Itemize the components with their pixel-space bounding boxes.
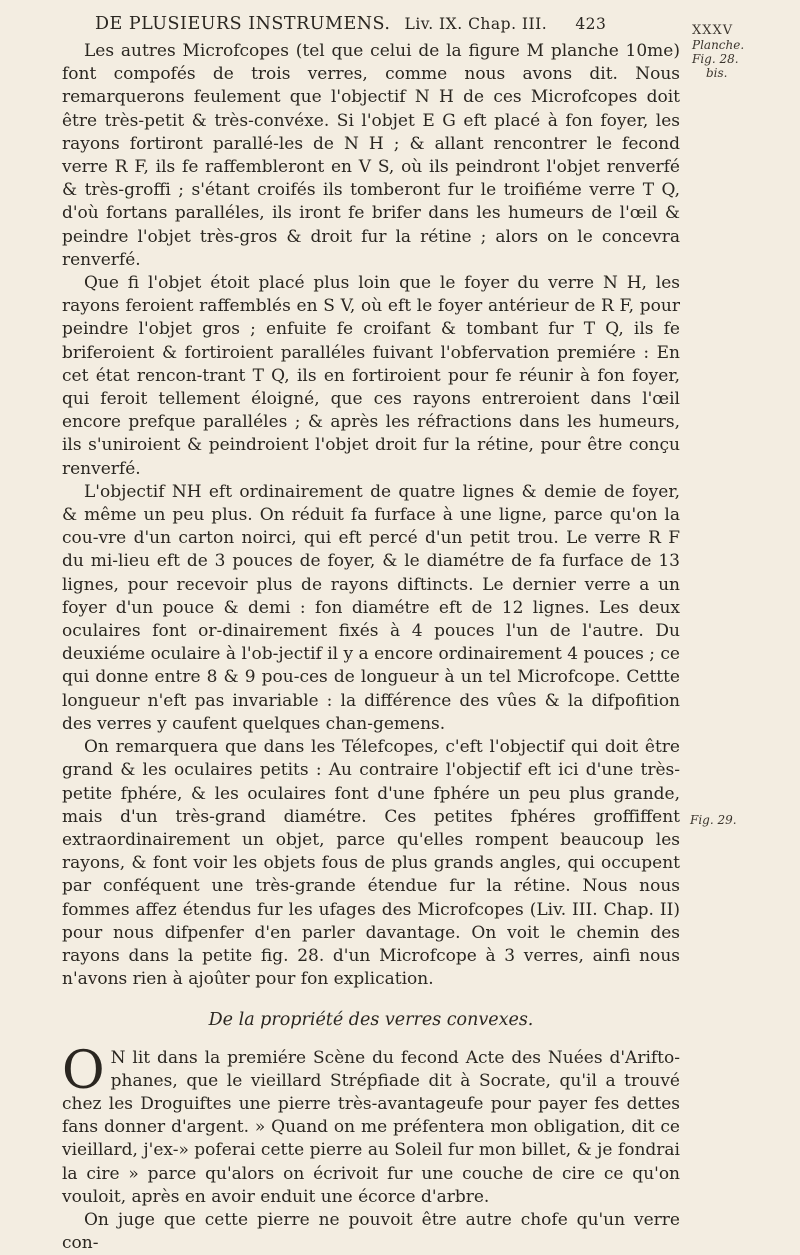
paragraph-1: Les autres Microfcopes (tel que celui de la figure M planche 10me) font compofés de trois verres, comme nous avons dit. Nous remarquerons feulement que l'objectif N H de ces Microfcopes doit être très-petit & très-convéxe. Si l'objet E G eft placé à fon foyer, les rayons fortiront parallé-les de N H ; & allant rencontrer le fecond verre R F, ils fe raffembleront en V S, où ils peindront l'objet renverfé & très-groffi ; s'étant croifés ils tomberont fur le troifiéme verre T Q, d'où fortans paralléles, ils iront fe brifer dans les humeurs de l'œil & peindre l'objet très-gros & droit fur la rétine ; alors on le concevra renverfé.	[62, 41, 680, 270]
paragraph-5	[62, 1040, 680, 1209]
fig-28-label: Fig. 28.	[692, 52, 739, 66]
plate-label: Planche.	[692, 38, 745, 52]
header-location: Liv. IX. Chap. III.	[404, 15, 548, 33]
paragraph-5-text: N lit dans la premiére Scène du fecond Acte des Nuées d'Arifto-phanes, que le vieillard Strépfiade dit à Socrate, qu'il a trouvé chez les Droguiftes une pierre très-avantageufe pour payer fes dettes fans donner d'argent. » Quand on me préfentera mon obligation, dit ce vieillard, j'ex-» poferai cette pierre au Soleil fur mon billet, & je fondrai la cire » parce qu'alors on écrivoit fur une couche de cire ce qu'on vouloit, après en avoir enduit une écorce d'arbre.	[62, 1047, 680, 1207]
section-heading: De la propriété des verres convexes.	[208, 1010, 534, 1031]
paragraph-6: On juge que cette pierre ne pouvoit être autre chofe qu'un verre con-	[62, 1209, 680, 1254]
margin-note-fig-29	[690, 813, 780, 827]
paragraph-4: On remarquera que dans les Télefcopes, c'eft l'objectif qui doit être grand & les oculaires petits : Au contraire l'objectif eft ici d'une très-petite fphére, & les oculaires font d'une fphére un peu plus grande, mais d'un très-grand diamétre. Ces petites fphéres groffiffent extraordinairement un objet, parce qu'elles rompent beaucoup les rayons, & font voir les objets fous de plus grands angles, qui occupent par conféquent une très-grande étendue fur la rétine. Nous nous fommes affez étendus fur les ufages des Microfcopes (Liv. III. Chap. II) pour nous difpenfer d'en parler davantage. On voit le chemin des rayons dans la petite fig. 28. d'un Microfcope à 3 verres, ainfi nous n'avons rien à ajoûter pour fon explication.	[62, 737, 680, 990]
drop-cap: O	[62, 1040, 105, 1101]
fig-29-label: Fig. 29.	[690, 813, 737, 827]
header-title: DE PLUSIEURS INSTRUMENS.	[95, 14, 391, 34]
paragraph-2: Que fi l'objet étoit placé plus loin que le foyer du verre N H, les rayons feroient raffemblés en S V, où eft le foyer antérieur de R F, pour peindre l'objet gros ; enfuite fe croifant & tombant fur T Q, ils fe briferoient & fortiroient paralléles fuivant l'obfervation premiére : En cet état rencon-trant T Q, ils en fortiroient pour fe réunir à fon foyer, qui feroit tellement éloigné, que ces rayons entreroient dans l'œil encore prefque paralléles ; & après les réfractions dans les humeurs, ils s'uniroient & peindroient l'objet droit fur la rétine, pour être conçu renverfé.	[62, 273, 680, 479]
page-number: 423	[575, 15, 607, 33]
body-text	[62, 40, 680, 1255]
margin-note-plate	[692, 24, 792, 80]
plate-number: XXXV	[692, 23, 734, 38]
fig-28-bis-label: bis.	[706, 66, 728, 80]
paragraph-3: L'objectif NH eft ordinairement de quatre lignes & demie de foyer, & même un peu plus. On réduit fa furface à une ligne, parce qu'on la cou-vre d'un carton noirci, qui eft percé d'un petit trou. Le verre R F du mi-lieu eft de 3 pouces de foyer, & le diamétre de fa furface de 13 lignes, pour recevoir plus de rayons diftincts. Le dernier verre a un foyer d'un pouce & demi : fon diamétre eft de 12 lignes. Les deux oculaires font or-dinairement fixés à 4 pouces l'un de l'autre. Du deuxiéme oculaire à l'ob-jectif il y a encore ordinairement 4 pouces ; ce qui donne entre 8 & 9 pou-ces de longueur à un tel Microfcope. Cettte longueur n'eft pas invariable : la différence des vûes & la difpofition des verres y caufent quelques chan-gemens.	[62, 481, 680, 734]
running-head	[95, 14, 655, 34]
